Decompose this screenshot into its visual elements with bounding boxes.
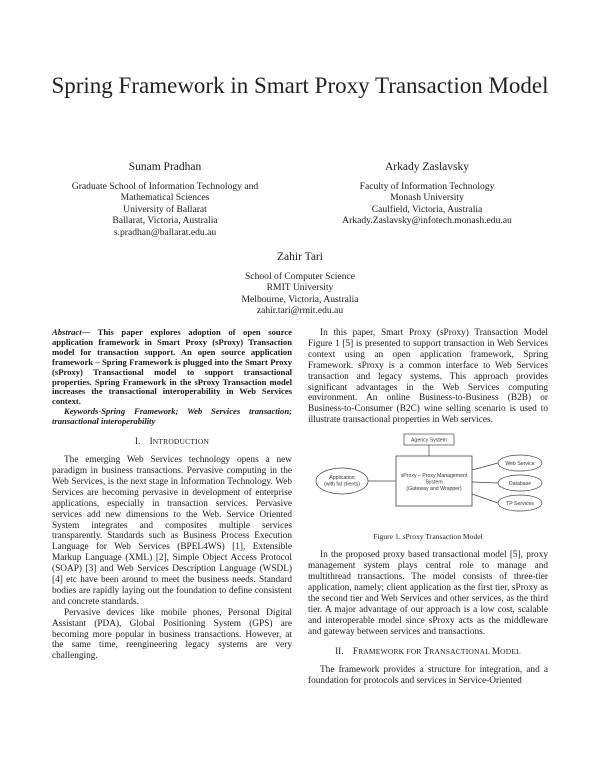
section-title-rest: NTRODUCTION [152,437,210,447]
section-initial: M [491,647,501,658]
author-email: zahir.tari@rmit.edu.au [256,305,344,317]
application-label: Application [329,475,355,482]
figure-caption: Figure 1. sProxy Transaction Model [373,532,483,542]
author-name: Sunam Pradhan [128,161,202,173]
right-paragraph-2: In the proposed proxy based transactional model [5], proxy management system plays central role to manage and multithread transactions. The model consists of three-tier application, namely; client application as the first tier, sProxy as the second tier and Web Services and other services, as the third tier. A major advantage of our approach is a low cost, scalable and interoperable model since sProxy acts as the middleware and gateway between services and transactions. [308,550,548,637]
author-affiliation: Melbourne, Victoria, Australia [241,293,359,305]
author-email: s.pradhan@ballarat.edu.au [113,226,217,238]
author-3 [190,250,410,317]
author-affiliation: Caulfield, Victoria, Australia [371,203,483,215]
abstract-lead: Abstract— [52,327,91,337]
section-title-rest: RANSACTIONAL [429,647,492,657]
section-initial: T [423,647,430,658]
database-label: Database [508,481,532,488]
author-name: Zahir Tari [277,251,323,263]
left-column [52,328,292,662]
keywords: Keywords-Spring Framework; Web Services transaction; transactional interoperability [52,406,292,427]
author-affiliation: University of Ballarat [123,203,207,215]
author-affiliation: Graduate School of Information Technology and [71,181,259,192]
author-email: Arkady.Zaslavsky@infotech.monash.edu.au [342,215,512,227]
sproxy-sub-label: System [425,479,443,486]
abstract [52,328,292,407]
right-intro-paragraph: In this paper, Smart Proxy (sProxy) Transaction Model Figure 1 [5] is presented to support transaction in Web Services context using an open application framework, Spring Framework. sProxy is a common interface to Web Services transaction and legacy systems. This approach provides significant advantages in the Web Services computing environment. An online Business-to-Business (B2B) or Business-to-Consumer (B2C) wine selling scenario is used to illustrate transactional properties in Web services. [308,328,548,426]
connector-line [472,482,498,483]
section-number: I. [134,437,141,448]
author-affiliation: RMIT University [266,282,334,294]
section-number: II. [335,647,344,658]
sproxy-label: sProxy – Proxy Management [400,473,468,480]
author-2 [312,160,542,227]
author-affiliation: Faculty of Information Technology [359,181,495,192]
connector-line [472,463,498,470]
section-title-rest: ODEL [500,647,521,657]
connector-line [472,494,498,503]
section-heading-introduction [52,436,292,448]
abstract-text: This paper explores adoption of open source application framework in Smart Proxy (sProxy) Transaction model for transaction support. An open source application framework – Spring Framework is plugged into the Smart Proxy (sProxy) Transactional model to support transactional properties. Spring Framework in the sProxy Transaction model increases the transactional interoperability in Web Services context. [52,327,292,407]
author-name: Arkady Zaslavsky [385,161,469,173]
application-sub-label: (with fat clients) [323,481,361,488]
author-affiliation: Ballarat, Victoria, Australia [112,215,218,227]
right-column [308,328,548,687]
author-1 [60,160,270,238]
section-initial: I [149,437,153,448]
sproxy-sub-label: (Gateway and Wrapper) [406,486,462,493]
web-service-label: Web Service [505,461,535,468]
right-paragraph-3: The framework provides a structure for integration, and a foundation for protocols and services in Service-Oriented [308,665,548,687]
author-affiliation: Mathematical Sciences [120,192,210,204]
intro-paragraph-1: The emerging Web Services technology opens a new paradigm in business transactions. Pervasive computing in the Web Services, is the next stage in Information Technology. Web Services are becoming pervasive in development of enterprise applications, especially in transaction services. Pervasive services add new dimensions to the Web. Service Oriented System integrates and composites multiple services transparently. Standards such as Business Process Execution Language for Web Services (BPEL4WS) [1], Extensible Markup Language (XML) [2], Simple Object Access Protocol (SOAP) [3] and Web Services Description Language (WSDL) [4] etc have been around to meet the business needs. Standard bodies are rapidly laying out the foundation to define consistent and concrete standards. [52,455,292,607]
section-heading-framework [308,646,548,658]
intro-paragraph-2: Pervasive devices like mobile phones, Personal Digital Assistant (PDA), Global Positioning System (GPS) are becoming more popular in business transactions. However, at the same time, reengineering legacy systems are very challenging. [52,607,292,662]
tp-services-label: TP Services [506,501,534,508]
section-initial: F [352,647,359,658]
paper-title: Spring Framework in Smart Proxy Transaction Model [51,73,549,98]
author-affiliation: Monash University [390,192,464,204]
author-affiliation: School of Computer Science [244,271,356,282]
agency-system-label: Agency System [410,437,448,444]
sproxy-transaction-model-figure [308,432,548,528]
section-title-rest: RAMEWORK FOR [358,647,424,657]
